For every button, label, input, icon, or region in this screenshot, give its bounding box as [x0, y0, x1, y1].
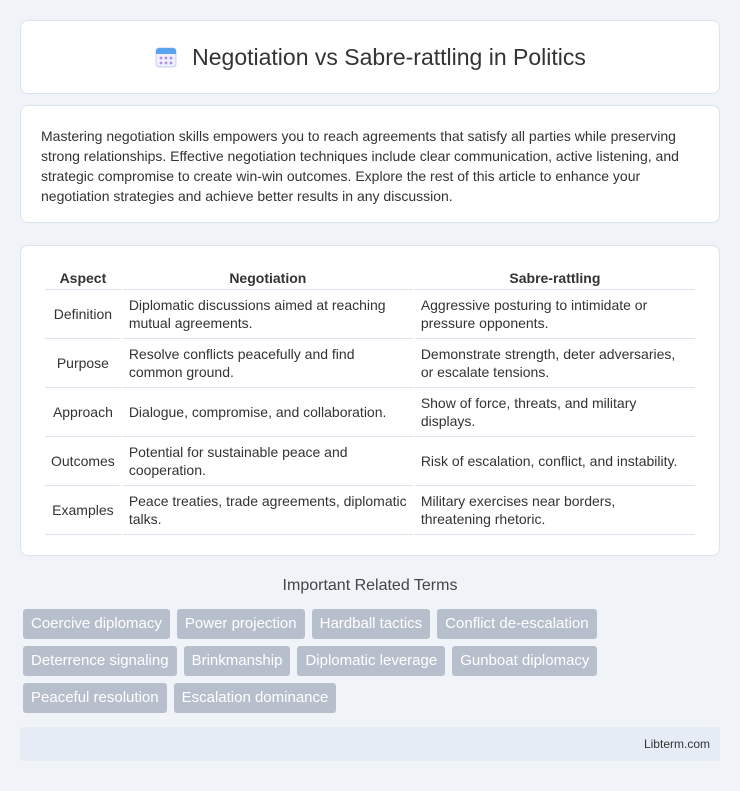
row-aspect: Approach [45, 388, 121, 437]
row-negotiation: Peace treaties, trade agreements, diplomatic talks. [123, 486, 413, 535]
row-sabre-rattling: Risk of escalation, conflict, and instability. [415, 437, 695, 486]
tag-brinkmanship[interactable]: Brinkmanship [184, 646, 291, 676]
related-terms-tags [23, 609, 723, 713]
calendar-icon [154, 45, 178, 69]
row-sabre-rattling: Demonstrate strength, deter adversaries, or escalate tensions. [415, 339, 695, 388]
table-row [45, 486, 695, 535]
page-title: Negotiation vs Sabre-rattling in Politics [192, 43, 586, 70]
comparison-table-card [20, 245, 720, 556]
row-negotiation: Resolve conflicts peacefully and find common ground. [123, 339, 413, 388]
tag-diplomatic-leverage[interactable]: Diplomatic leverage [297, 646, 445, 676]
header-card [20, 20, 720, 94]
row-aspect: Outcomes [45, 437, 121, 486]
table-row [45, 339, 695, 388]
tag-hardball-tactics[interactable]: Hardball tactics [312, 609, 431, 639]
row-aspect: Purpose [45, 339, 121, 388]
tag-conflict-de-escalation[interactable]: Conflict de-escalation [437, 609, 596, 639]
row-sabre-rattling: Military exercises near borders, threatening rhetoric. [415, 486, 695, 535]
row-negotiation: Diplomatic discussions aimed at reaching mutual agreements. [123, 290, 413, 339]
tag-power-projection[interactable]: Power projection [177, 609, 305, 639]
row-negotiation: Potential for sustainable peace and cooperation. [123, 437, 413, 486]
table-header-row [45, 266, 695, 290]
header-sabre-rattling: Sabre-rattling [415, 266, 695, 290]
table-row [45, 388, 695, 437]
intro-paragraph: Mastering negotiation skills empowers you to reach agreements that satisfy all parties while preserving strong relationships. Effective negotiation techniques include clear communication, active listening, and strategic compromise to create win-win outcomes. Explore the rest of this article to enhance your negotiation strategies and achieve better results in any discussion. [41, 128, 679, 204]
row-aspect: Definition [45, 290, 121, 339]
tag-deterrence-signaling[interactable]: Deterrence signaling [23, 646, 177, 676]
row-sabre-rattling: Show of force, threats, and military displays. [415, 388, 695, 437]
row-aspect: Examples [45, 486, 121, 535]
footer [20, 727, 720, 761]
footer-site-link[interactable]: Libterm.com [643, 737, 710, 751]
related-terms-title: Important Related Terms [282, 577, 458, 594]
tag-gunboat-diplomacy[interactable]: Gunboat diplomacy [452, 646, 597, 676]
title-wrap [154, 44, 586, 71]
table-row [45, 437, 695, 486]
tag-escalation-dominance[interactable]: Escalation dominance [174, 683, 337, 713]
tag-coercive-diplomacy[interactable]: Coercive diplomacy [23, 609, 170, 639]
comparison-table [43, 266, 697, 535]
row-sabre-rattling: Aggressive posturing to intimidate or pressure opponents. [415, 290, 695, 339]
intro-card [20, 105, 720, 223]
table-row [45, 290, 695, 339]
tag-peaceful-resolution[interactable]: Peaceful resolution [23, 683, 167, 713]
header-aspect: Aspect [45, 266, 121, 290]
row-negotiation: Dialogue, compromise, and collaboration. [123, 388, 413, 437]
header-negotiation: Negotiation [123, 266, 413, 290]
